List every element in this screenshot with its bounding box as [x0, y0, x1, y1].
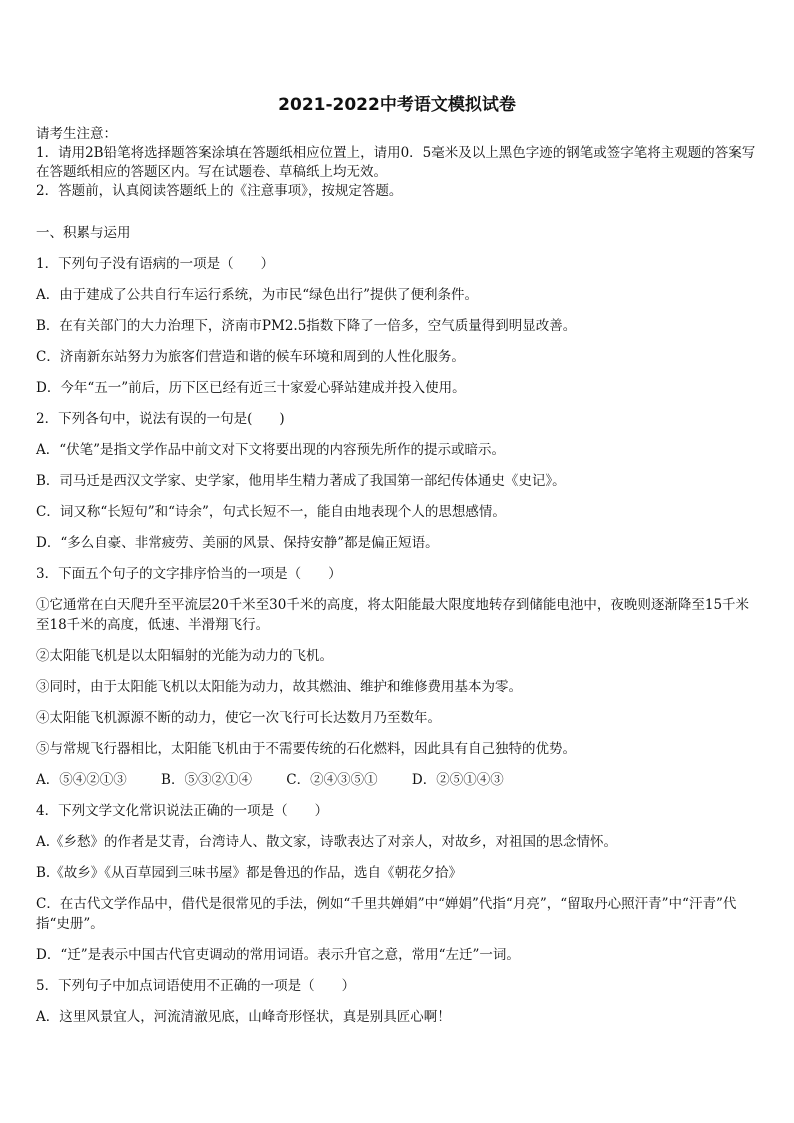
sentence-item: ①它通常在白天爬升至平流层20千米至30千米的高度，将太阳能最大限度地转存到储能电池中，夜晚则逐渐降至15千米至18千米的高度，低速、半滑翔飞行。: [36, 597, 750, 633]
option-item: B．⑤③②①④: [161, 772, 252, 788]
question-stem: 3．下面五个句子的文字排序恰当的一项是（ ）: [36, 566, 342, 582]
option-item: A．“伏笔”是指文学作品中前文对下文将要出现的内容预先所作的提示或暗示。: [36, 442, 506, 458]
notice-block: [36, 125, 758, 201]
section-title: 一、积累与运用: [36, 225, 131, 241]
sentence-item: ④太阳能飞机源源不断的动力，使它一次飞行可长达数月乃至数年。: [36, 710, 441, 726]
page-title: 2021-2022中考语文模拟试卷: [278, 95, 516, 115]
option-item: D．今年“五一”前后，历下区已经有近三十家爱心驿站建成并投入使用。: [36, 380, 466, 396]
option-item: A．这里风景宜人，河流清澈见底，山峰奇形怪状，真是别具匠心啊！: [36, 1009, 451, 1025]
option-item: B.《故乡》《从百草园到三味书屋》都是鲁迅的作品，选自《朝花夕拾》: [36, 865, 462, 881]
question-stem: 5．下列句子中加点词语使用不正确的一项是（ ）: [36, 978, 356, 994]
question-stem: 2．下列各句中，说法有误的一句是( ): [36, 411, 285, 427]
notice-heading: 请考生注意：: [36, 126, 117, 142]
option-item: A.《乡愁》的作者是艾青，台湾诗人、散文家，诗歌表达了对亲人，对故乡，对祖国的思念情怀。: [36, 834, 618, 850]
option-item: C．在古代文学作品中，借代是很常见的手法，例如“千里共婵娟”中“婵娟”代指“月亮”，“留取丹心照汗青”中“汗青”代指“史册”。: [36, 896, 737, 932]
option-item: C．词又称“长短句”和“诗余”，句式长短不一，能自由地表现个人的思想感情。: [36, 504, 506, 520]
option-item: D．②⑤①④③: [411, 772, 504, 788]
sentence-item: ②太阳能飞机是以太阳辐射的光能为动力的飞机。: [36, 648, 333, 664]
option-item: A．由于建成了公共自行车运行系统，为市民“绿色出行”提供了便利条件。: [36, 287, 479, 303]
option-item: C．济南新东站努力为旅客们营造和谐的候车环境和周到的人性化服务。: [36, 349, 465, 365]
inline-options: [36, 770, 758, 790]
question-stem: 1．下列句子没有语病的一项是（ ）: [36, 256, 275, 272]
option-item: B．司马迁是西汉文学家、史学家，他用毕生精力著成了我国第一部纪传体通史《史记》。: [36, 473, 566, 489]
notice-item: 2．答题前，认真阅读答题纸上的《注意事项》，按规定答题。: [36, 183, 403, 199]
question-stem: 4．下列文学文化常识说法正确的一项是（ ）: [36, 803, 329, 819]
option-item: C．②④③⑤①: [286, 772, 378, 788]
option-item: D．“多么自豪、非常疲劳、美丽的风景、保持安静”都是偏正短语。: [36, 535, 439, 551]
sentence-item: ⑤与常规飞行器相比，太阳能飞机由于不需要传统的石化燃料，因此具有自己独特的优势。: [36, 741, 576, 757]
option-item: A．⑤④②①③: [36, 772, 127, 788]
sentence-item: ③同时，由于太阳能飞机以太阳能为动力，故其燃油、维护和维修费用基本为零。: [36, 679, 522, 695]
option-item: D．“迁”是表示中国古代官吏调动的常用词语。表示升官之意，常用“左迁”一词。: [36, 947, 520, 963]
notice-item: 1．请用2B铅笔将选择题答案涂填在答题纸相应位置上，请用0．5毫米及以上黑色字迹的钢笔或签字笔将主观题的答案写在答题纸相应的答题区内。写在试题卷、草稿纸上均无效。: [36, 145, 756, 180]
option-item: B．在有关部门的大力治理下，济南市PM2.5指数下降了一倍多，空气质量得到明显改善。: [36, 318, 577, 334]
